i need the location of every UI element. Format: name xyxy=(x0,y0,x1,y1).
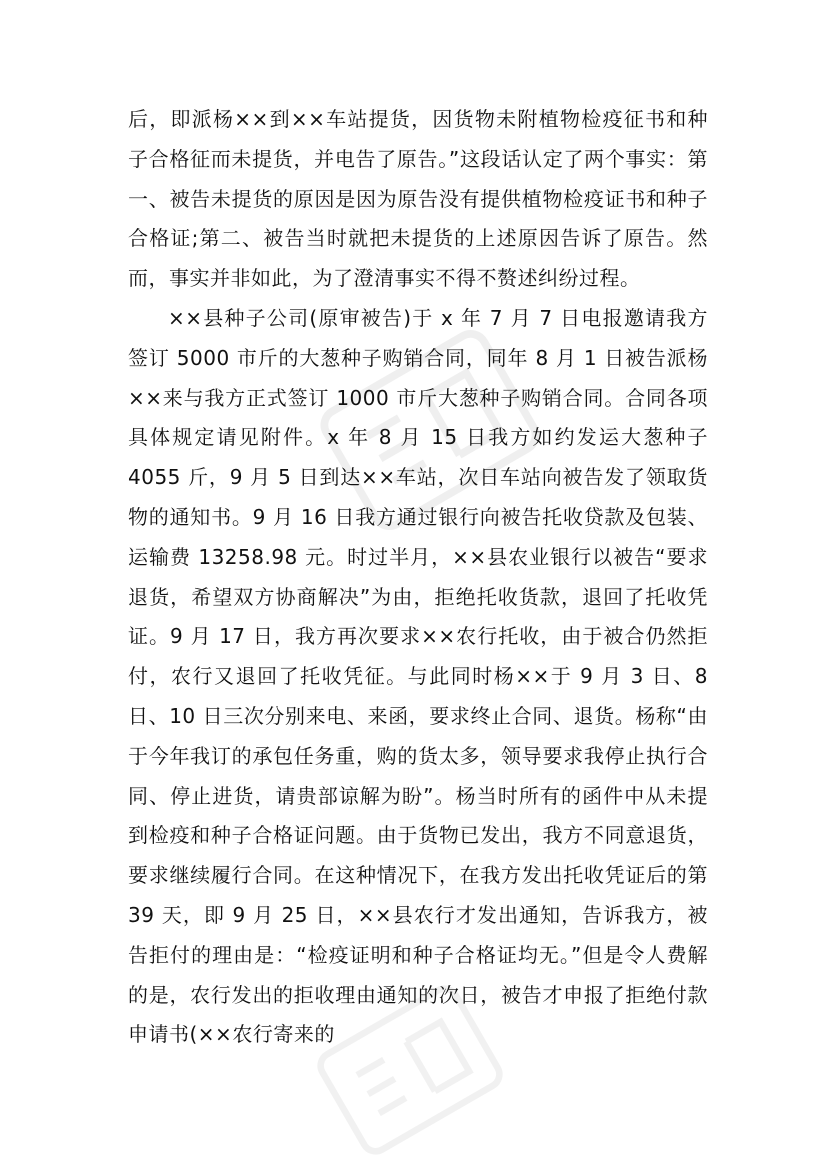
paragraph-2: ××县种子公司(原审被告)于 x 年 7 月 7 日电报邀请我方签订 5000 市斤的大葱种子购销合同，同年 8 月 1 日被告派杨××来与我方正式签订 1000 市斤大葱种子购销合同。合同各项具体规定请见附件。x 年 8 月 15 日我方如约发运大葱种子 4055 斤，9 月 5 日到达××车站，次日车站向被告发了领取货物的通知书。9 月 16 日我方通过银行向被告托收贷款及包装、运输费 13258.98 元。时过半月，××县农业银行以被告“要求退货，希望双方协商解决”为由，拒绝托收货款，退回了托收凭证。9 月 17 日，我方再次要求××农行托收，由于被合仍然拒付，农行又退回了托收凭征。与此同时杨××于 9 月 3 日、8 日、10 日三次分别来电、来函，要求终止合同、退货。杨称“由于今年我订的承包任务重，购的货太多，领导要求我停止执行合同、停止进货，请贵部谅解为盼”。杨当时所有的函件中从未提到检疫和种子合格证问题。由于货物已发出，我方不同意退货，要求继续履行合同。在这种情况下，在我方发出托收凭证后的第 39 天，即 9 月 25 日，××县农行才发出通知，告诉我方，被告拒付的理由是：“检疫证明和种子合格证均无。”但是令人费解的是，农行发出的拒收理由通知的次日，被告才申报了拒绝付款申请书(××农行寄来的 xyxy=(128,305,708,1047)
body-text xyxy=(128,100,708,1055)
paragraph-1: 后，即派杨××到××车站提货，因货物未附植物检疫征书和种子合格征而未提货，并电告了原告。”这段话认定了两个事实：第一、被告未提货的原因是因为原告没有提供植物检疫证书和种子合格证;第二、被告当时就把未提货的上述原因告诉了原告。然而，事实并非如此，为了澄清事实不得不赘述纠纷过程。 xyxy=(128,107,708,291)
